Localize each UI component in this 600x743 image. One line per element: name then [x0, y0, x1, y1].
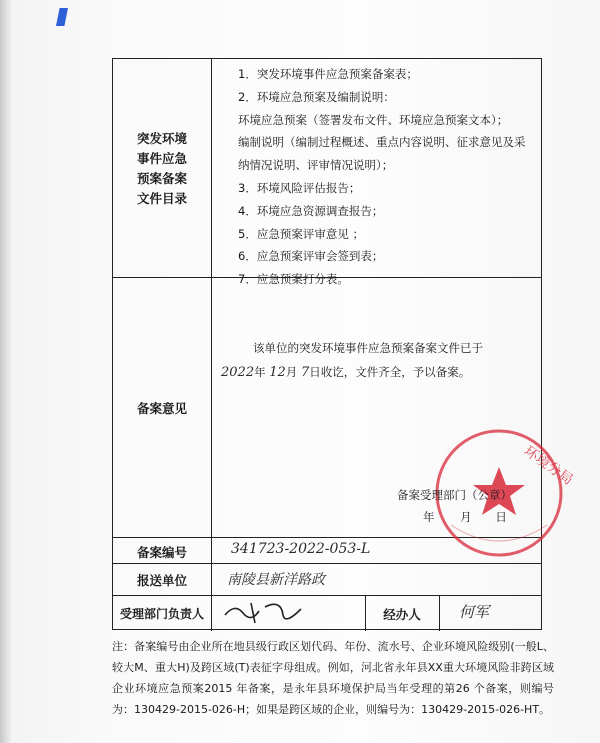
list-item: 3．环境风险评估报告；: [238, 180, 361, 195]
seal-date-day: 日: [495, 510, 507, 524]
record-number-value: 341723-2022-053-L: [231, 541, 371, 557]
svg-text:环境分局: 环境分局: [520, 443, 576, 489]
submit-unit-label: 报送单位: [136, 573, 187, 588]
list-item: 5．应急预案评审意见 ；: [238, 226, 364, 241]
seal-date-year: 年: [423, 510, 435, 524]
catalog-list: [216, 63, 536, 291]
catalog-label-line: 预案备案: [136, 171, 187, 186]
catalog-label-line: 突发环境: [136, 131, 187, 146]
list-item: 环境应急预案（签署发布文件、环境应急预案文本）；: [238, 112, 509, 127]
handwritten-day: 7: [300, 365, 310, 380]
dept-head-signature: [221, 597, 311, 627]
dept-head-label: 受理部门负责人: [119, 607, 204, 621]
footnote: 注：备案编号由企业所在地县级行政区划代码、年份、流水号、企业环境风险级别(一般L、较大M、重大H)及跨区域(T)表征字母组成。例如，河北省永年县XX重大环境风险非跨区域企业环境应急预案2015 年备案，是永年县环境保护局当年受理的第26 个备案，则编号为：130429-2015-026-H；如果是跨区域的企业，则编号为：130429-2015-026-HT。: [112, 640, 554, 716]
month-unit: 月: [285, 365, 298, 379]
list-item: 1．突发环境事件应急预案备案表；: [238, 67, 418, 81]
corner-mark: [56, 8, 68, 26]
record-number-label: 备案编号: [136, 545, 187, 560]
handwritten-month: 12: [269, 365, 286, 380]
row-divider: [113, 595, 541, 596]
filing-table: [112, 58, 576, 630]
opinion-label: 备案意见: [136, 401, 187, 416]
catalog-label-line: 事件应急: [136, 151, 187, 166]
column-divider: [211, 59, 212, 631]
column-divider: [439, 595, 440, 631]
row-divider: [113, 563, 541, 564]
handler-label: 经办人: [383, 607, 421, 622]
page-edge-shadow: [0, 0, 12, 743]
opinion-line-1: 该单位的突发环境事件应急预案备案文件已于: [253, 341, 483, 355]
list-item: 6．应急预案评审会签到表；: [238, 249, 384, 264]
handler-signature: 何军: [459, 603, 490, 621]
filing-dept-seal-label: 备案受理部门（公章）: [397, 488, 512, 502]
catalog-label-line: 文件目录: [136, 191, 187, 206]
seal-date-month: 月: [460, 510, 472, 524]
handwritten-year: 2022: [221, 365, 255, 380]
list-item: 2．环境应急预案及编制说明：: [238, 89, 395, 104]
list-item: 编制说明（编制过程概述、重点内容说明、征求意见及采纳情况说明、评审情况说明）；: [238, 135, 526, 173]
year-unit: 年: [254, 365, 266, 379]
opinion-line-2: [221, 361, 521, 384]
list-item: 7．应急预案打分表。: [238, 272, 349, 287]
list-item: 4．环境应急资源调查报告；: [238, 203, 384, 218]
catalog-label: [113, 129, 211, 209]
submit-unit-value: 南陵县新洋路政: [227, 572, 325, 588]
seal-date: [423, 509, 523, 525]
opinion-rest: 日收讫，文件齐全，予以备案。: [309, 365, 471, 379]
